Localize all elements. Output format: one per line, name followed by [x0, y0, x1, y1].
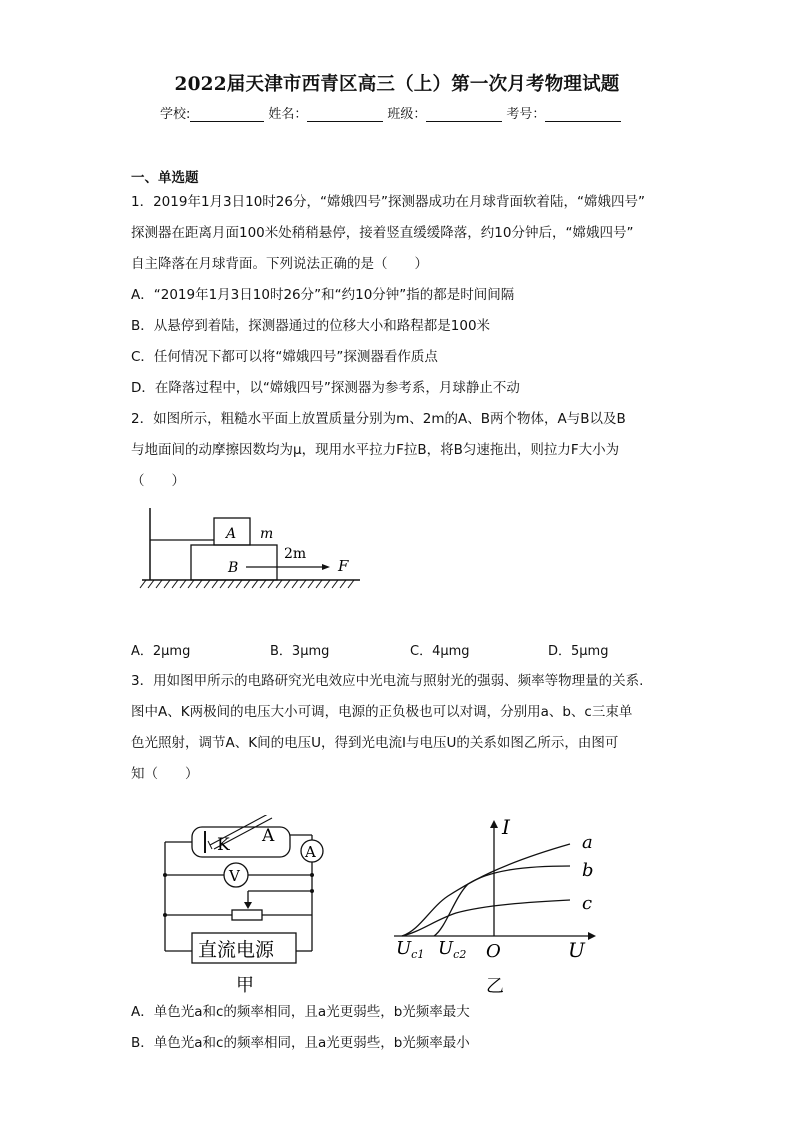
curve-c [402, 900, 570, 936]
phototube [192, 827, 290, 857]
anode-label: A [262, 826, 275, 846]
q3-figure-iu-graph [390, 812, 610, 1004]
section-heading: 一、单选题 [131, 170, 199, 186]
force-arrow-head [322, 564, 330, 570]
q2-option-a[interactable]: A．2μmg [131, 644, 191, 659]
mass-a-label: m [260, 526, 274, 542]
q1-option-b[interactable]: B．从悬停到着陆，探测器通过的位移大小和路程都是100米 [131, 318, 491, 334]
student-info-line [160, 103, 625, 122]
rheostat [232, 910, 262, 920]
slider-arrow [244, 902, 252, 909]
q2-figure-blocks [138, 500, 368, 595]
q1-option-d[interactable]: D．在降落过程中，以“嫦娥四号”探测器为参考系，月球静止不动 [131, 380, 520, 396]
q2-option-b[interactable]: B．3μmg [270, 644, 330, 659]
class-blank[interactable] [426, 107, 502, 122]
block-a-label: A [226, 526, 237, 542]
figure-yi-caption: 乙 [486, 976, 504, 997]
page-title: 2022届天津市西青区高三（上）第一次月考物理试题 [174, 74, 620, 95]
q1-option-a[interactable]: A．“2019年1月3日10时26分”和“约10分钟”指的都是时间间隔 [131, 287, 515, 303]
q3-line3: 色光照射，调节A、K间的电压U，得到光电流I与电压U的关系如图乙所示，由图可 [131, 735, 619, 751]
curve-b-label: b [582, 860, 594, 881]
q2-line1: 2．如图所示，粗糙水平面上放置质量分别为m、2m的A、B两个物体，A与B以及B [131, 411, 626, 427]
q3-figure-circuit [150, 815, 335, 1000]
curve-a-label: a [582, 832, 593, 853]
name-label: 姓名： [268, 107, 308, 122]
q2-line2: 与地面间的动摩擦因数均为μ，现用水平拉力F拉B，将B匀速拖出，则拉力F大小为 [131, 442, 620, 458]
i-axis-label: I [502, 815, 510, 839]
curve-c-label: c [582, 893, 593, 914]
u-axis-label: U [568, 938, 585, 962]
voltmeter-label: V [229, 867, 240, 885]
q3-line1: 3．用如图甲所示的电路研究光电效应中光电流与照射光的强弱、频率等物理量的关系. [131, 673, 644, 689]
exam-no-blank[interactable] [545, 107, 621, 122]
figure-jia-caption: 甲 [236, 975, 254, 996]
school-blank[interactable] [190, 107, 264, 122]
q3-line2: 图中A、K两极间的电压大小可调，电源的正负极也可以对调，分别用a、b、c三束单 [131, 704, 633, 720]
uc1-label: $U_{c1}$ [396, 938, 425, 961]
cathode-label: K [217, 835, 230, 855]
q1-line1: 1．2019年1月3日10时26分，“嫦娥四号”探测器成功在月球背面软着陆，“嫦娥四号” [131, 194, 645, 210]
ground-hatching [140, 580, 354, 588]
dc-source-label: 直流电源 [198, 939, 275, 961]
q2-line3: （ ） [131, 473, 185, 489]
school-label: 学校: [160, 107, 191, 122]
ammeter-label: A [305, 843, 316, 861]
exam-no-label: 考号： [506, 107, 546, 122]
force-label: F [338, 557, 349, 575]
q2-option-c[interactable]: C．4μmg [410, 644, 470, 659]
q3-option-a[interactable]: A．单色光a和c的频率相同，且a光更弱些，b光频率最大 [131, 1004, 470, 1020]
curve-a [402, 844, 570, 936]
mass-b-label: 2m [284, 546, 307, 562]
block-b-label: B [228, 560, 239, 576]
origin-label: O [486, 941, 501, 962]
name-blank[interactable] [307, 107, 383, 122]
q1-option-c[interactable]: C．任何情况下都可以将“嫦娥四号”探测器看作质点 [131, 349, 438, 365]
uc2-label: $U_{c2}$ [438, 938, 467, 961]
q3-line4: 知（ ） [131, 766, 199, 782]
q2-option-d[interactable]: D．5μmg [548, 644, 609, 659]
q1-line3: 自主降落在月球背面。下列说法正确的是（ ） [131, 256, 428, 272]
q1-line2: 探测器在距离月面100米处稍稍悬停，接着竖直缓缓降落，约10分钟后，“嫦娥四号” [131, 225, 634, 241]
q3-option-b[interactable]: B．单色光a和c的频率相同，且a光更弱些，b光频率最小 [131, 1035, 470, 1051]
class-label: 班级： [387, 107, 427, 122]
